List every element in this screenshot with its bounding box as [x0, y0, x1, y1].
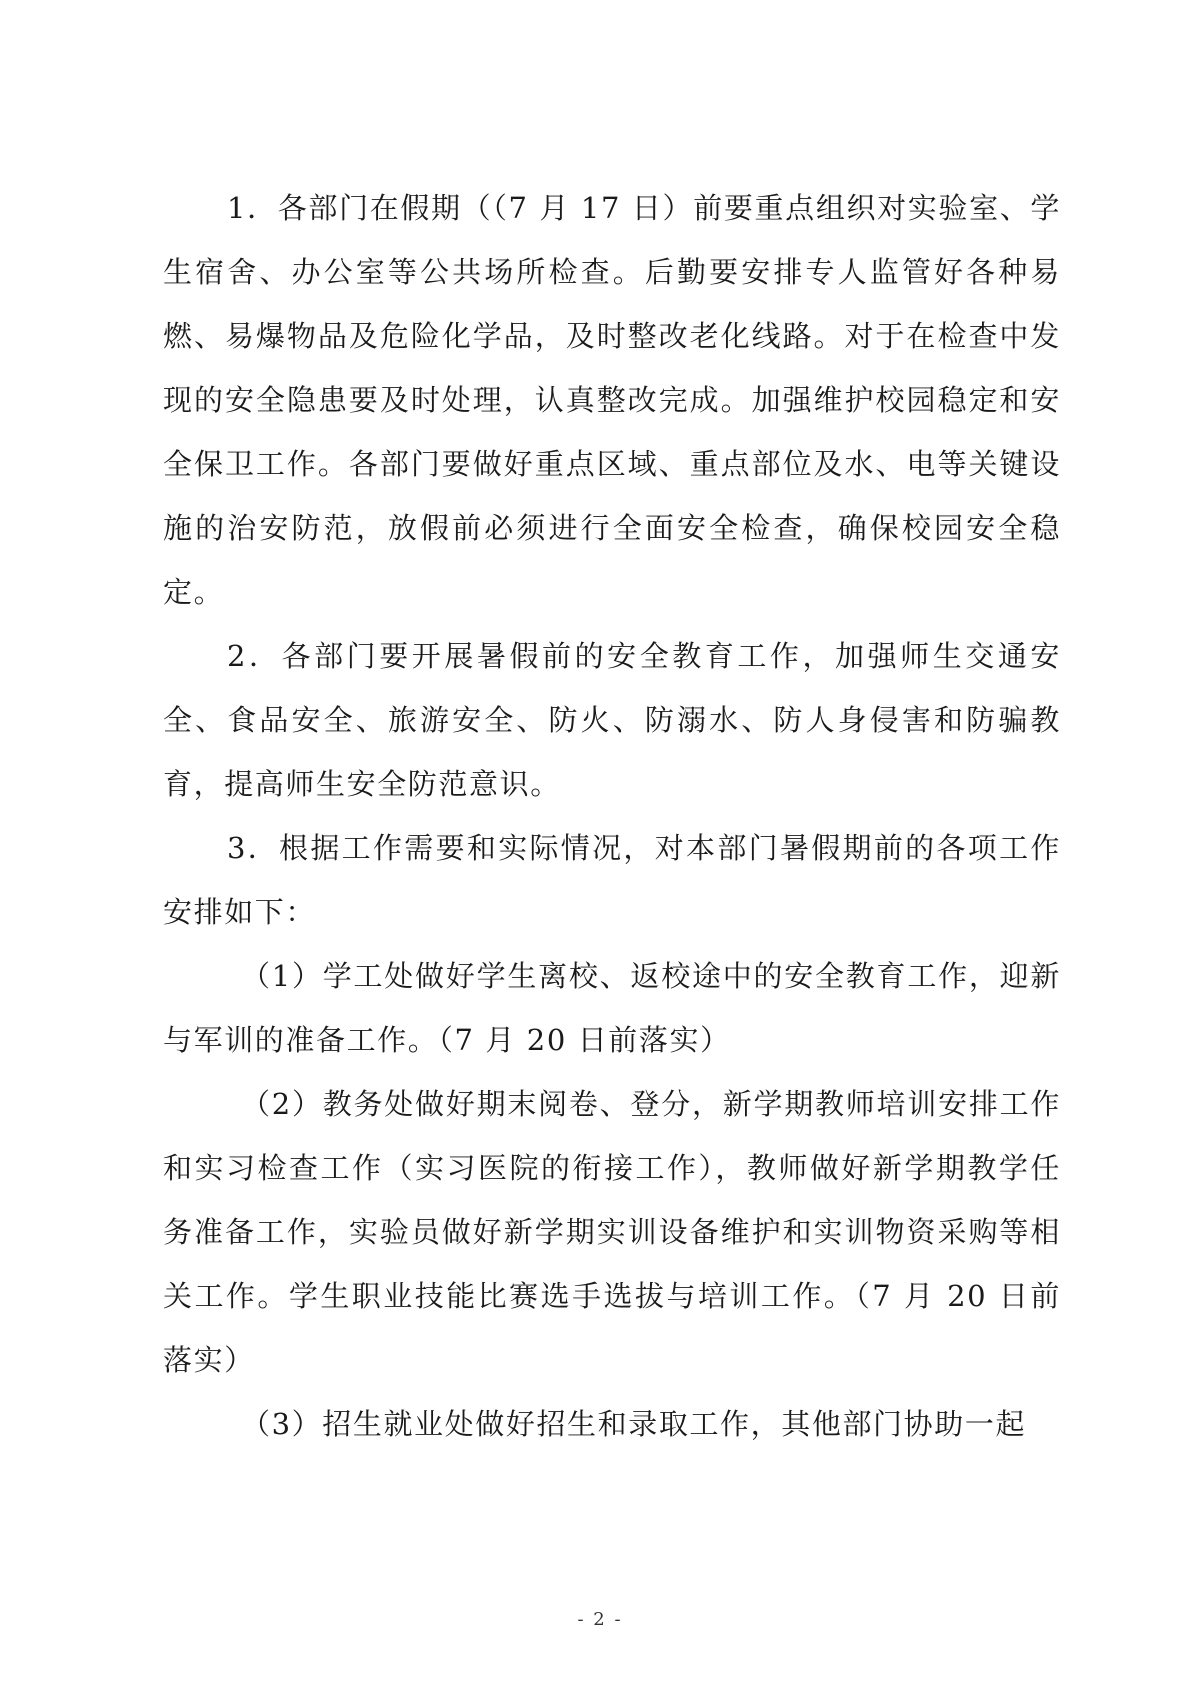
paragraph-sub-item-2: （2）教务处做好期末阅卷、登分，新学期教师培训安排工作和实习检查工作（实习医院的衔接工作），教师做好新学期教学任务准备工作，实验员做好新学期实训设备维护和实训物资采购等相关工作。学生职业技能比赛选手选拔与培训工作。（7 月 20 日前落实） [163, 1087, 1061, 1377]
paragraph-item-2: 2．各部门要开展暑假前的安全教育工作，加强师生交通安全、食品安全、旅游安全、防火、防溺水、防人身侵害和防骗教育，提高师生安全防范意识。 [163, 639, 1061, 801]
paragraph-item-3: 3．根据工作需要和实际情况，对本部门暑假期前的各项工作安排如下： [163, 831, 1061, 929]
document-body [163, 176, 1061, 1456]
paragraph-sub-item-1: （1）学工处做好学生离校、返校途中的安全教育工作，迎新与军训的准备工作。（7 月 20 日前落实） [163, 959, 1061, 1057]
paragraph-sub-item-3: （3）招生就业处做好招生和录取工作，其他部门协助一起 [241, 1407, 1027, 1441]
paragraph-item-1: 1．各部门在假期（（7 月 17 日）前要重点组织对实验室、学生宿舍、办公室等公共场所检查。后勤要安排专人监管好各种易燃、易爆物品及危险化学品，及时整改老化线路。对于在检查中发现的安全隐患要及时处理，认真整改完成。加强维护校园稳定和安全保卫工作。各部门要做好重点区域、重点部位及水、电等关键设施的治安防范，放假前必须进行全面安全检查，确保校园安全稳定。 [163, 191, 1061, 609]
page-number: - 2 - [577, 1609, 623, 1630]
